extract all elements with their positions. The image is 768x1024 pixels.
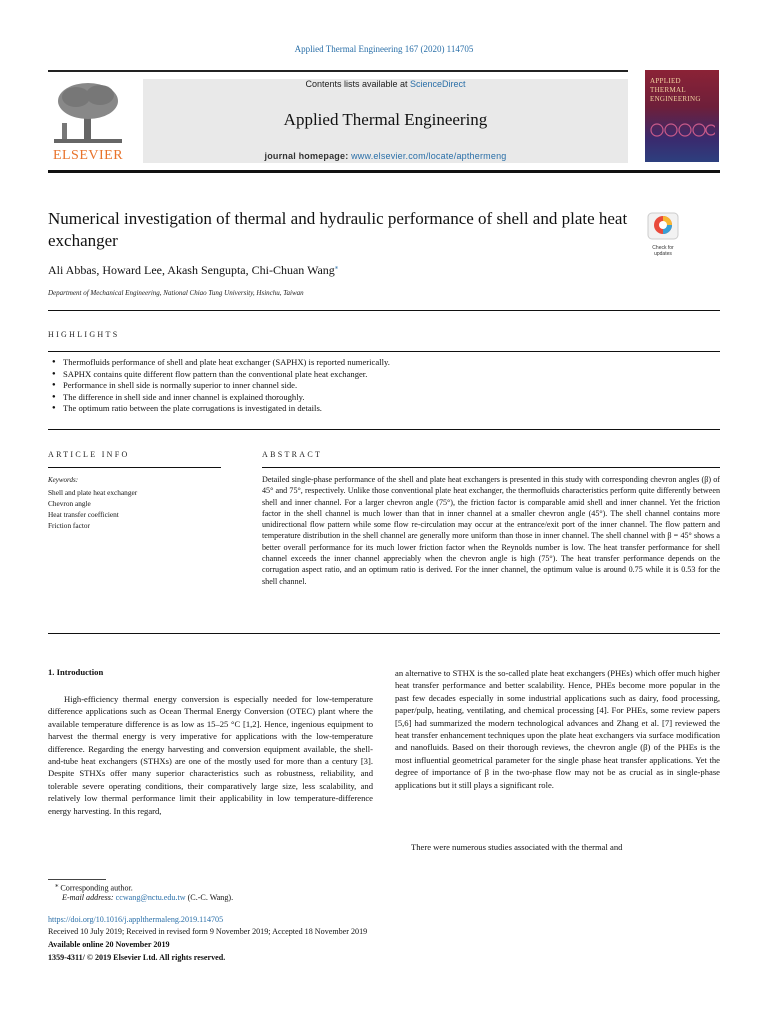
publisher-logo-text: ELSEVIER — [52, 148, 124, 163]
homepage-link[interactable]: www.elsevier.com/locate/apthermeng — [351, 151, 507, 161]
affiliation: Department of Mechanical Engineering, National Chiao Tung University, Hsinchu, Taiwan — [48, 289, 304, 297]
crossmark-badge[interactable] — [644, 212, 682, 256]
section-rule — [48, 467, 221, 468]
journal-reference[interactable]: Applied Thermal Engineering 167 (2020) 114705 — [294, 44, 474, 54]
keywords-list — [48, 487, 137, 531]
section-rule — [262, 467, 720, 468]
email-link[interactable]: ccwang@nctu.edu.tw — [115, 893, 186, 902]
body-paragraph: There were numerous studies associated with the thermal and — [411, 842, 623, 852]
homepage-label: journal homepage: — [264, 151, 352, 161]
contents-prefix: Contents lists available at — [305, 79, 411, 89]
section-rule — [48, 351, 720, 352]
journal-cover-image[interactable] — [645, 70, 719, 162]
doi-link[interactable]: https://doi.org/10.1016/j.applthermaleng.2019.114705 — [48, 915, 224, 924]
header-thick-rule — [48, 170, 720, 173]
body-paragraph: High-efficiency thermal energy conversion is especially needed for low-temperature difference applications such as Ocean Thermal Energy Conversion (OTEC) plant where the available temperature difference is as low as 15–25 °C [1,2]. Hence, ingenious equipment to harvest the thermal energy is very imperative for applications with the low-temperature difference. Regarding the energy harvesting and conversion equipment available, the shell-and-tube heat exchangers (STHXs) are one of the mostly used for more than a century [3]. Despite STHXs offer many superior characteristics such as robustness, reliability, and tolerable severe operating conditions, their comparatively large size, less scalability, and relatively low thermal performance limit their applicability in low temperature-difference energy harvesting. In this regard, — [48, 694, 373, 816]
footnote-corresponding — [55, 881, 133, 893]
highlights-heading: HIGHLIGHTS — [48, 330, 120, 339]
journal-homepage — [143, 151, 628, 161]
corresponding-author-mark[interactable]: ⁎ — [334, 263, 339, 271]
highlight-item: ● The difference in shell side and inner channel is explained thoroughly. — [48, 392, 720, 404]
keyword-item: Chevron angle — [48, 499, 91, 508]
abstract-heading: ABSTRACT — [262, 450, 323, 459]
sciencedirect-link[interactable]: ScienceDirect — [410, 79, 466, 89]
article-title: Numerical investigation of thermal and hydraulic performance of shell and plate heat exchanger — [48, 209, 628, 250]
highlight-item: ● The optimum ratio between the plate corrugations is investigated in details. — [48, 403, 720, 415]
corresponding-author-mark: ⁎ — [55, 882, 59, 889]
highlights-list — [48, 357, 720, 415]
email-suffix: (C.-C. Wang). — [185, 893, 234, 902]
body-paragraph: an alternative to STHX is the so-called plate heat exchangers (PHEs) which offer much higher heat transfer performance and better scalability. Hence, PHEs become more popular in the past few decades especially in some industrial applications such as dairy, food processing, paper/pulp, heating, ventilating, and chemical processing [4]. For PHEs, some review papers [5,6] had summarized the modern technological advances and Zhang et al. [7] reviewed the heat transfer enhancement techniques upon the plate heat exchangers via surface modification and nanofluids. Based on their thorough reviews, the chevron angle (β) of the PHEs is the most influential geometrical parameter for the single phase heat transfer applications. Yet the degree of importance of β in the two-phase flow may not be as crucial as in single-phase applications but it still plays a significant role. — [395, 668, 720, 790]
journal-title: Applied Thermal Engineering — [283, 110, 488, 129]
crossmark-label: Check for updates — [652, 245, 674, 257]
journal-banner — [143, 79, 628, 163]
cover-title — [650, 77, 714, 104]
received-dates: Received 10 July 2019; Received in revised form 9 November 2019; Accepted 18 November 2019 — [48, 927, 368, 936]
highlight-item: ● Performance in shell side is normally superior to inner channel side. — [48, 380, 720, 392]
keyword-item: Heat transfer coefficient — [48, 510, 119, 519]
cover-title-line: APPLIED — [650, 77, 681, 85]
author-list — [48, 263, 338, 278]
section-rule — [48, 429, 720, 430]
section-rule — [48, 310, 720, 311]
introduction-heading: 1. Introduction — [48, 667, 104, 677]
keywords-label: Keywords: — [48, 476, 79, 484]
article-info-heading: ARTICLE INFO — [48, 450, 130, 459]
abstract-text: Detailed single-phase performance of the shell and plate heat exchangers is presented in this study with corresponding chevron angles (β) of 45° and 75°, respectively. Unlike those conventional plate heat exchanger, the thermofluids characteristics perform quite differently between shell and inner channel. For a larger chevron angle (75°), the friction factor is comparable amid shell and inner channel. Yet the friction factor in the shell channel is much lower than that in inner channel at a smaller chevron angle (45°). The shell channel contains more unidirectional flow pattern while some flow re-circulation may occur at the entrance/exit port of the inner channel. The flow pattern and temperature distribution in the shell channel are generally more uniform than those in inner channel. The shell channel with β = 45° shows a better overall performance for its much lower friction factor when the Reynolds number is low. The heat transfer performance for shell channel exceeds the inner channel appreciably when the chevron angle is high (75°). The heat transfer performance depends on the corrugation aspect ratio, and an optimum ratio is derived. For the inner channel, the optimum value is around 0.75 while it is 0.53 for the shell channel. — [262, 475, 720, 586]
highlight-item: ● SAPHX contains quite different flow pattern than the conventional plate heat exchanger. — [48, 369, 720, 381]
crossmark-icon — [644, 212, 682, 240]
highlight-item: ● Thermofluids performance of shell and plate heat exchanger (SAPHX) is reported numerically. — [48, 357, 720, 369]
contents-line — [143, 79, 628, 89]
available-online: Available online 20 November 2019 — [48, 940, 170, 949]
keyword-item: Shell and plate heat exchanger — [48, 488, 138, 497]
authors-text: Ali Abbas, Howard Lee, Akash Sengupta, Chi-Chuan Wang — [48, 263, 335, 277]
cover-title-line: ENGINEERING — [650, 95, 701, 103]
footnote-corresponding-text: Corresponding author. — [60, 883, 133, 893]
footnote-email — [62, 893, 233, 902]
email-label: E-mail address: — [62, 893, 116, 902]
section-rule — [48, 633, 720, 634]
header-rule — [48, 70, 628, 72]
cover-title-line: THERMAL — [650, 86, 686, 94]
footnote-rule — [48, 879, 106, 880]
cover-pattern — [649, 116, 715, 144]
copyright: 1359-4311/ © 2019 Elsevier Ltd. All rights reserved. — [48, 953, 226, 962]
keyword-item: Friction factor — [48, 521, 90, 530]
